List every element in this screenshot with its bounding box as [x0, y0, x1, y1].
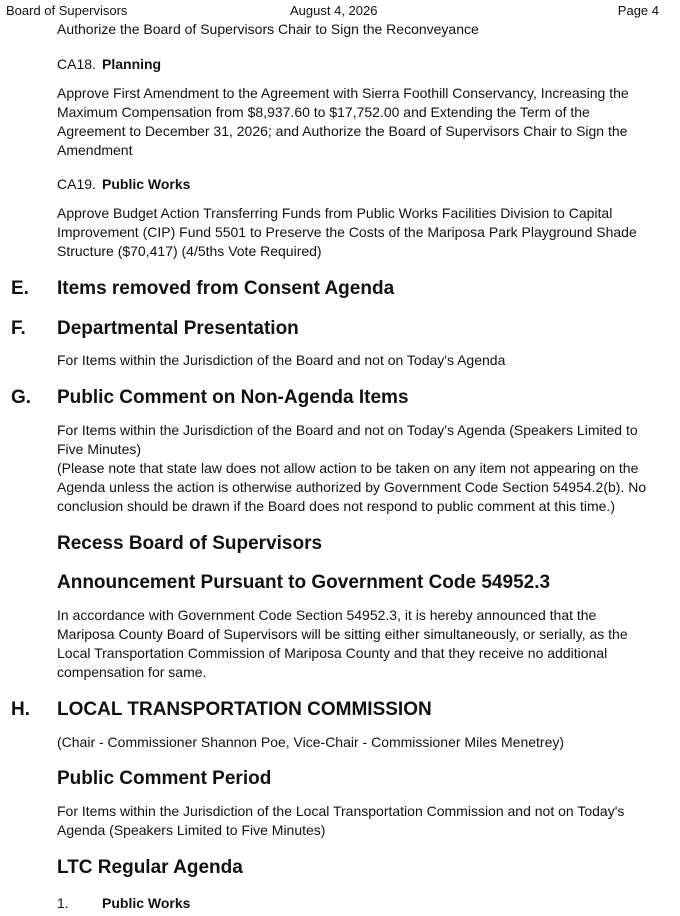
ca18-description: Approve First Amendment to the Agreement with Sierra Foothill Conservancy, Increasing the Maximum Compensation from $8,937.60 to $17,752.00 and Extending the Term of the Agreement to December 31, 2026; and Authorize the Board of Supervisors Chair to Sign the Amendment: [57, 85, 629, 158]
ca19-description: Approve Budget Action Transferring Funds from Public Works Facilities Division to Capital Improvement (CIP) Fund 5501 to Preserve the Costs of the Mariposa Park Playground Shade Structure ($70,417) (4/5ths Vote Required): [57, 205, 637, 259]
header-board-name: Board of Supervisors: [6, 3, 128, 18]
section-g-note: (Please note that state law does not allow action to be taken on any item not appearing on the Agenda unless the action is otherwise authorized by Government Code Section 54954.2(b). No conclusion should be drawn if the Board does not respond to public comment at this time.): [57, 460, 647, 514]
ltc-regular-agenda-title: LTC Regular Agenda: [57, 857, 243, 878]
section-h-text: (Chair - Commissioner Shannon Poe, Vice-Chair - Commissioner Miles Menetrey): [57, 734, 565, 750]
item-department: Public Works: [102, 176, 191, 192]
item-number: CA18.: [57, 56, 96, 72]
agenda-item-ca18: [57, 55, 161, 74]
item-number: 1.: [57, 895, 69, 911]
announcement-text: In accordance with Government Code Section 54952.3, it is hereby announced that the Mariposa County Board of Supervisors will be sitting either simultaneously, or serially, as the Local Transportation Commission of Mariposa County and that they receive no additional compensation for same.: [57, 607, 628, 680]
header-page-number: Page 4: [617, 3, 659, 18]
section-f-text: For Items within the Jurisdiction of the Board and not on Today's Agenda: [57, 352, 506, 368]
item-department: Public Works: [102, 895, 191, 911]
public-comment-period-text: For Items within the Jurisdiction of the Local Transportation Commission and not on Today's Agenda (Speakers Limited to Five Minutes): [57, 803, 625, 838]
agenda-item-ca19: [57, 175, 190, 194]
section-e-title: Items removed from Consent Agenda: [57, 278, 395, 299]
section-f-letter: F.: [11, 318, 26, 339]
item-number: CA19.: [57, 176, 96, 192]
section-e-letter: E.: [11, 278, 29, 299]
section-g-title: Public Comment on Non-Agenda Items: [57, 387, 409, 408]
section-f-title: Departmental Presentation: [57, 318, 299, 339]
announcement-title: Announcement Pursuant to Government Code 54952.3: [57, 572, 551, 593]
section-g-letter: G.: [11, 387, 32, 408]
section-h-letter: H.: [11, 699, 30, 720]
section-h-title: LOCAL TRANSPORTATION COMMISSION: [57, 699, 432, 720]
reconveyance-line: Authorize the Board of Supervisors Chair to Sign the Reconveyance: [57, 21, 479, 37]
ltc-agenda-item-1: [57, 894, 190, 913]
recess-title: Recess Board of Supervisors: [57, 533, 323, 554]
item-department: Planning: [102, 56, 162, 72]
public-comment-period-title: Public Comment Period: [57, 768, 272, 789]
section-g-text: For Items within the Jurisdiction of the Board and not on Today's Agenda (Speakers Limited to Five Minutes): [57, 422, 638, 457]
header-date: August 4, 2026: [290, 3, 378, 18]
